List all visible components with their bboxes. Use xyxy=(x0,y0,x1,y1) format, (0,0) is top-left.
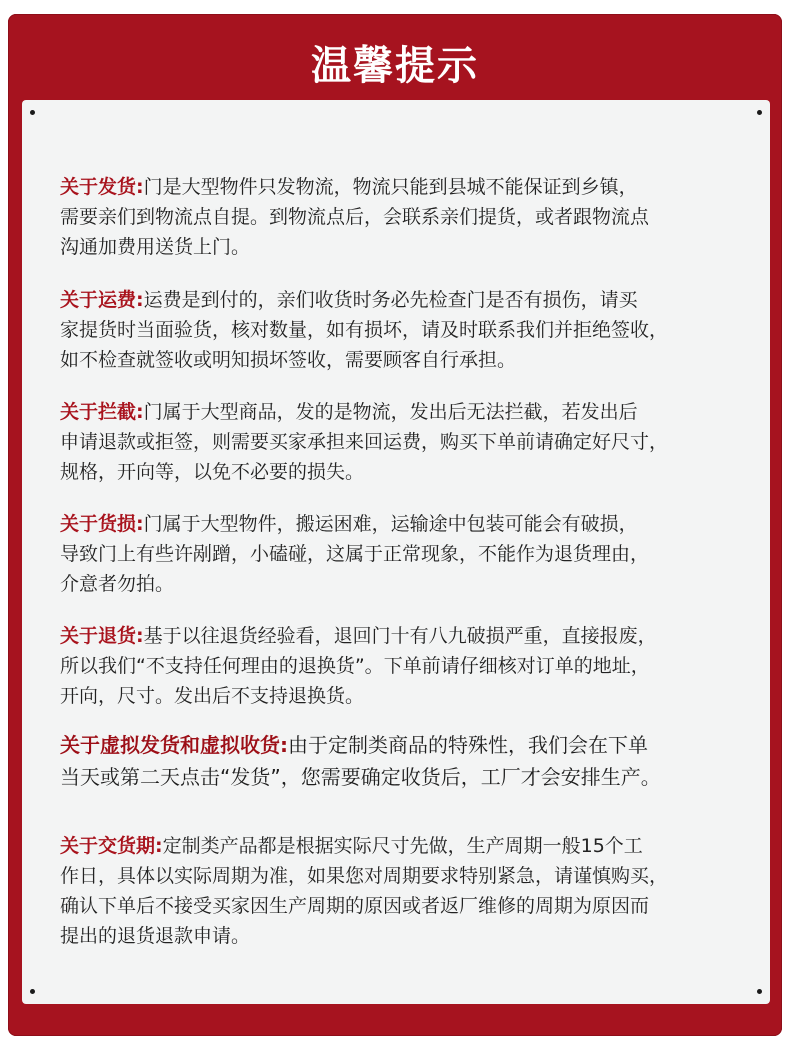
section-text: 规格，开向等，以免不必要的损失。 xyxy=(60,461,365,483)
section-label: 关于发货: xyxy=(60,176,144,198)
section-line xyxy=(60,172,740,202)
corner-dot xyxy=(757,989,762,994)
section-shipping xyxy=(60,172,740,262)
section-text: 开向，尺寸。发出后不支持退换货。 xyxy=(60,685,365,707)
section-line xyxy=(60,285,740,315)
section-text: 定制类产品都是根据实际尺寸先做，生产周期一般15个工 xyxy=(162,835,643,857)
corner-dot xyxy=(30,989,35,994)
section-intercept xyxy=(60,397,740,487)
page-title: 温馨提示 xyxy=(311,43,479,89)
section-text: 需要亲们到物流点自提。到物流点后，会联系亲们提货，或者跟物流点 xyxy=(60,206,650,228)
section-text: 基于以往退货经验看，退回门十有八九破损严重，直接报废， xyxy=(143,625,657,647)
section-text: 所以我们“不支持任何理由的退换货”。下单前请仔细核对订单的地址， xyxy=(60,655,650,677)
section-text: 沟通加费用送货上门。 xyxy=(60,236,251,258)
section-text: 家提货时当面验货，核对数量，如有损坏，请及时联系我们并拒绝签收， xyxy=(60,319,669,341)
corner-dot xyxy=(30,110,35,115)
section-text: 确认下单后不接受买家因生产周期的原因或者返厂维修的周期为原因而 xyxy=(60,895,650,917)
section-text: 门是大型物件只发物流，物流只能到县城不能保证到乡镇， xyxy=(143,176,638,198)
section-text: 运费是到付的，亲们收货时务必先检查门是否有损伤，请买 xyxy=(143,289,638,311)
section-text: 介意者勿拍。 xyxy=(60,573,175,595)
section-line xyxy=(60,831,740,861)
section-text: 提出的退货退款申请。 xyxy=(60,925,251,947)
section-line xyxy=(60,509,740,539)
notice-frame xyxy=(8,14,782,1036)
section-line xyxy=(60,621,740,651)
section-text: 导致门上有些许剐蹭，小磕碰，这属于正常现象，不能作为退货理由， xyxy=(60,543,650,565)
section-label: 关于货损: xyxy=(60,513,144,535)
section-virtual-shipping xyxy=(60,729,740,793)
section-damage xyxy=(60,509,740,599)
section-text: 如不检查就签收或明知损坏签收，需要顾客自行承担。 xyxy=(60,349,517,371)
section-text: 申请退款或拒签，则需要买家承担来回运费，购买下单前请确定好尺寸， xyxy=(60,431,669,453)
section-line xyxy=(60,397,740,427)
corner-dot xyxy=(757,110,762,115)
section-label: 关于拦截: xyxy=(60,401,144,423)
section-label: 关于交货期: xyxy=(60,835,163,857)
section-delivery-period xyxy=(60,831,740,951)
section-label: 关于退货: xyxy=(60,625,144,647)
section-text: 作日，具体以实际周期为准，如果您对周期要求特别紧急，请谨慎购买， xyxy=(60,865,669,887)
section-text: 门属于大型商品，发的是物流，发出后无法拦截，若发出后 xyxy=(143,401,638,423)
section-line xyxy=(60,729,740,761)
notice-panel xyxy=(22,100,770,1004)
section-text: 由于定制类商品的特殊性，我们会在下单 xyxy=(288,733,648,757)
section-text: 门属于大型物件，搬运困难，运输途中包装可能会有破损， xyxy=(143,513,638,535)
section-text: 当天或第二天点击“发货”，您需要确定收货后，工厂才会安排生产。 xyxy=(60,765,661,789)
section-label: 关于虚拟发货和虚拟收货: xyxy=(60,733,288,757)
section-freight xyxy=(60,285,740,375)
section-label: 关于运费: xyxy=(60,289,144,311)
section-returns xyxy=(60,621,740,711)
